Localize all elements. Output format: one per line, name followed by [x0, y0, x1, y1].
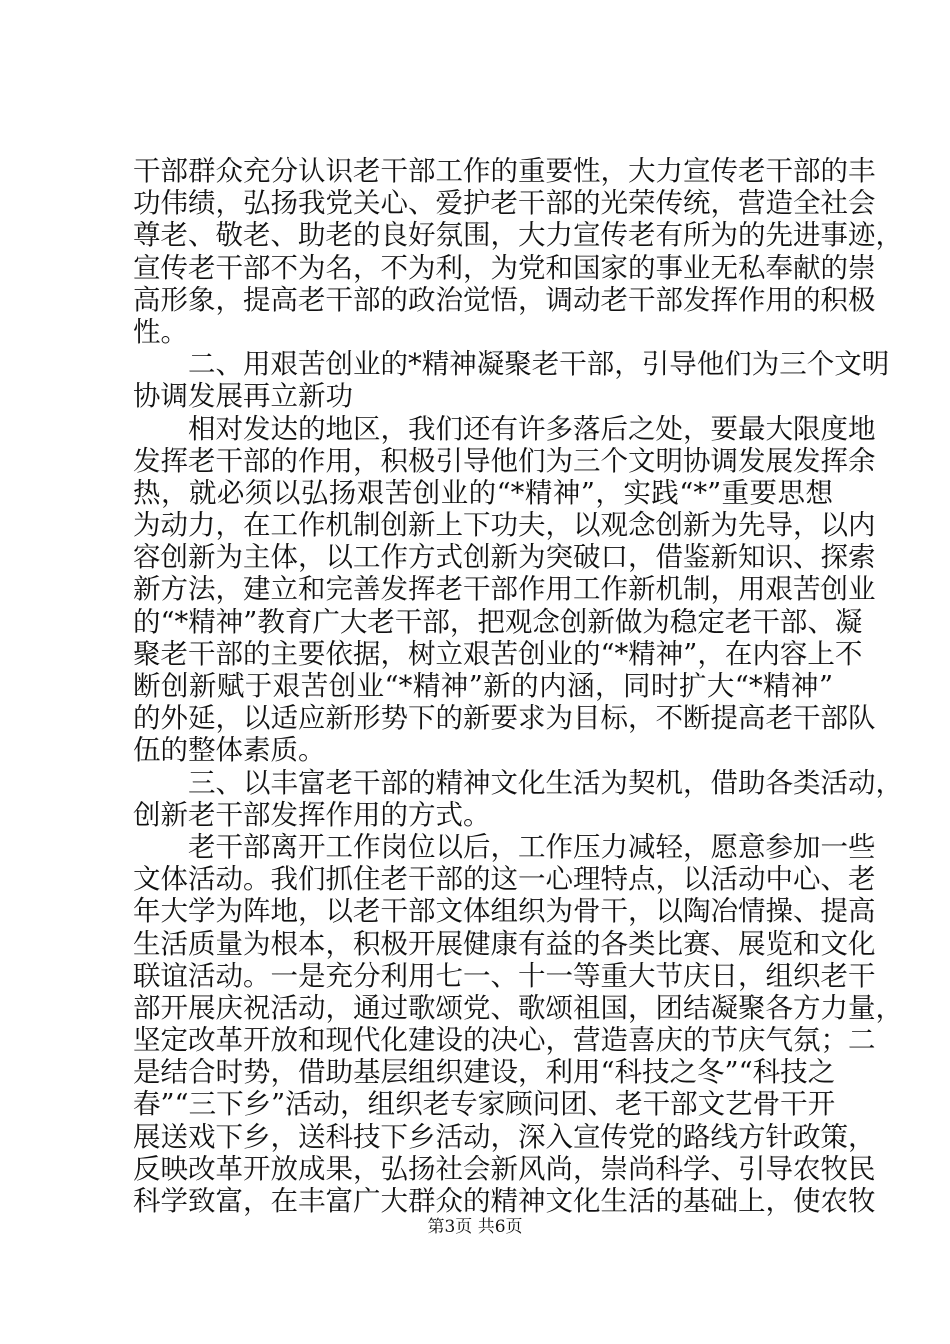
text-line: 年大学为阵地，以老干部文体组织为骨干，以陶冶情操、提高: [133, 895, 876, 928]
text-line: 展送戏下乡，送科技下乡活动，深入宣传党的路线方针政策，: [133, 1120, 876, 1153]
text-line: 三、以丰富老干部的精神文化生活为契机，借助各类活动，: [188, 766, 903, 799]
page-number-footer: 第3页 共6页: [427, 1217, 523, 1237]
text-line: 相对发达的地区，我们还有许多落后之处，要最大限度地: [188, 412, 876, 445]
text-line: 的外延，以适应新形势下的新要求为目标，不断提高老干部队: [133, 702, 876, 735]
text-line: 科学致富，在丰富广大群众的精神文化生活的基础上，使农牧: [133, 1185, 876, 1217]
text-line: 生活质量为根本，积极开展健康有益的各类比赛、展览和文化: [133, 927, 876, 960]
paragraph: [133, 830, 903, 1217]
text-line: 高形象，提高老干部的政治觉悟，调动老干部发挥作用的积极: [133, 283, 876, 316]
text-line: 坚定改革开放和现代化建设的决心，营造喜庆的节庆气氛；二: [133, 1024, 876, 1057]
text-line: 性。: [133, 315, 188, 348]
text-line: 断创新赋于艰苦创业“*精神”新的内涵，同时扩大“*精神”: [133, 670, 833, 702]
text-line: 二、用艰苦创业的*精神凝聚老干部，引导他们为三个文明: [188, 348, 890, 381]
text-line: 发挥老干部的作用，积极引导他们为三个文明协调发展发挥余: [133, 444, 876, 477]
text-line: 春”“三下乡”活动，组织老专家顾问团、老干部文艺骨干开: [133, 1088, 836, 1121]
text-line: 创新老干部发挥作用的方式。: [133, 798, 491, 831]
text-line: 反映改革开放成果，弘扬社会新风尚，崇尚科学、引导农牧民: [133, 1152, 876, 1185]
text-line: 联谊活动。一是充分利用七一、十一等重大节庆日，组织老干: [133, 959, 876, 992]
text-line: 干部群众充分认识老干部工作的重要性，大力宣传老干部的丰: [133, 155, 876, 187]
text-line: 功伟绩，弘扬我党关心、爱护老干部的光荣传统，营造全社会: [133, 187, 876, 220]
text-line: 是结合时势，借助基层组织建设，利用“科技之冬”“科技之: [133, 1056, 836, 1089]
paragraph: [133, 412, 876, 767]
text-line: 部开展庆祝活动，通过歌颂党、歌颂祖国，团结凝聚各方力量，: [133, 991, 903, 1024]
text-line: 聚老干部的主要依据，树立艰苦创业的“*精神”，在内容上不: [133, 637, 863, 670]
text-line: 尊老、敬老、助老的良好氛围，大力宣传老有所为的先进事迹，: [133, 219, 903, 252]
section-heading: [133, 348, 890, 413]
section-heading: [133, 766, 903, 831]
paragraph: [133, 155, 903, 348]
text-line: 的“*精神”教育广大老干部，把观念创新做为稳定老干部、凝: [133, 605, 863, 638]
text-line: 新方法，建立和完善发挥老干部作用工作新机制，用艰苦创业: [133, 573, 876, 606]
text-line: 热，就必须以弘扬艰苦创业的“*精神”，实践“*”重要思想: [133, 476, 833, 509]
text-line: 伍的整体素质。: [133, 734, 326, 767]
text-line: 为动力，在工作机制创新上下功夫，以观念创新为先导，以内: [133, 509, 876, 542]
text-line: 容创新为主体，以工作方式创新为突破口，借鉴新知识、探索: [133, 541, 876, 574]
text-line: 老干部离开工作岗位以后，工作压力减轻，愿意参加一些: [188, 830, 876, 863]
text-line: 协调发展再立新功: [133, 380, 353, 413]
text-line: 文体活动。我们抓住老干部的这一心理特点，以活动中心、老: [133, 863, 876, 896]
text-line: 宣传老干部不为名，不为利，为党和国家的事业无私奉献的崇: [133, 251, 876, 284]
document-body: [133, 155, 903, 1217]
